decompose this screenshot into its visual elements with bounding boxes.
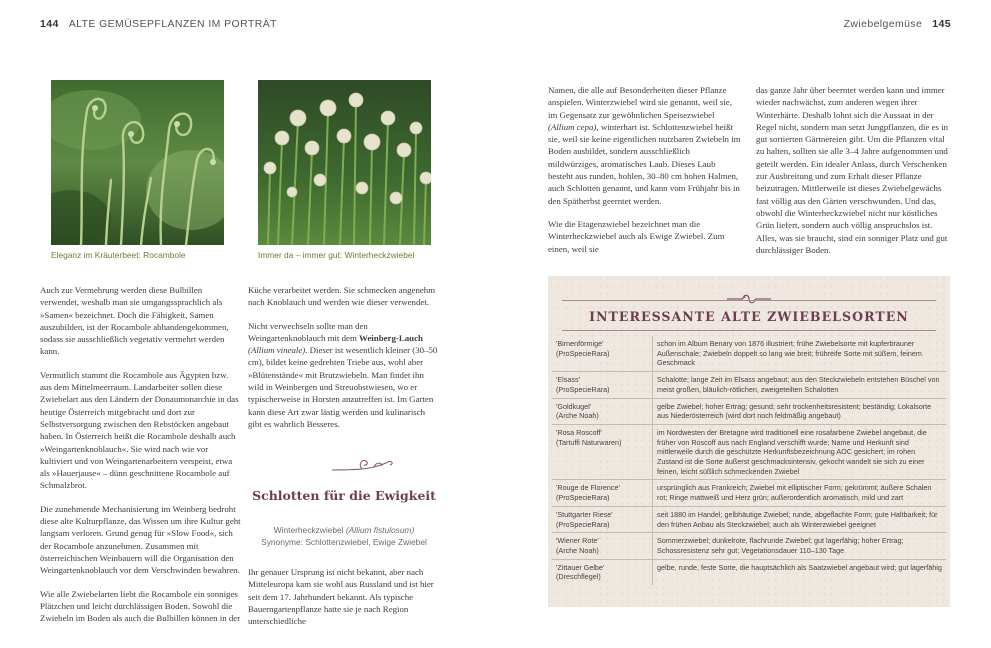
paragraph: [248, 320, 440, 431]
divider: [562, 330, 936, 331]
variety-source: (Dreschflegel): [556, 572, 601, 582]
paragraph: Vermutlich stammt die Rocambole aus Ägypten bzw. aus dem Mittelmeerraum. Landarbeiter sollen diese Zwiebelart aus den Ländern der Donaumonarchie in das heutige Österreich mitgebracht und dort zur Selbstversorgung zwischen den Rebstöcken angebaut haben. In Österreich heißt die Rocambole deshalb auch »Weingartenknoblauch«. Sie wird nach wie vor kultiviert und von Weingartenarbeitern verspeist, etwa als »Hauerjause« – dünn geschnittene Rocambole auf Schmalzbrot.: [40, 369, 239, 491]
variety-source: (ProSpecieRara): [556, 384, 610, 394]
italic-term: (Allium vineale): [248, 345, 306, 356]
variety-name-cell: [552, 398, 653, 424]
page-number-right: 145: [932, 18, 951, 30]
italic-term: (Allium cepa): [548, 121, 597, 132]
winterheckzwiebel-illustration: [258, 80, 431, 245]
paragraph: Die zunehmende Mechanisierung im Weinberg bedroht diese alte Kulturpflanze, das Wissen um ihre Kultur geht langsam verloren. Grund genug für »Slow Food«, sich der Rocambole anzunehmen. Zusammen mit österreichischen Weinbauern will die Organisation den Weingartenknoblauch vor dem Verschwinden bewahren.: [40, 503, 241, 576]
variety-name: 'Stuttgarter Riese': [556, 509, 613, 519]
variety-name: 'Elsass': [556, 375, 580, 385]
synonyms-line: Synonyme: Schlottenzwiebel, Ewige Zwiebel: [261, 537, 427, 547]
running-header-left: [40, 18, 277, 30]
table-row: [552, 398, 946, 424]
table-row: [552, 559, 946, 585]
variety-description: gelbe Zwiebel; hoher Ertrag; gesund; sehr trockenheitsresistent; beständig; Lokalsorte aus Niederösterreich (wird dort noch feldmäßig angebaut): [653, 398, 947, 424]
variety-name: 'Zittauer Gelbe': [556, 562, 605, 572]
variety-name: 'Wiener Rote': [556, 536, 599, 546]
variety-source: (ProSpecieRara): [556, 519, 610, 529]
text-run: Namen, die alle auf Besonderheiten dieser Pflanze anspielen. Winterzwiebel wird sie genannt, weil sie, im Gegensatz zur gewöhnlichen Speisezwiebel: [548, 85, 732, 120]
variety-name-cell: [552, 372, 653, 398]
italic-term: (Allium fistulosum): [345, 525, 415, 535]
text-run: Nicht verwechseln sollte man den Weingartenknoblauch mit dem: [248, 320, 368, 343]
variety-description: seit 1880 im Handel; gelbhäutige Zwiebel; runde, abgeflachte Form; gute Haltbarkeit; für den frühen Anbau als Steckzwiebel; auch als Winterzwiebel geeignet: [653, 506, 947, 532]
table-row: [552, 424, 946, 480]
variety-description: schon im Album Benary von 1876 illustriert; frühe Zwiebelsorte mit kupferbrauner Außenschale; Zwiebeln doppelt so lang wie breit; frühreife Sorte mit süßem, feinem Geschmack: [653, 336, 947, 372]
paragraph: Wie die Etagenzwiebel bezeichnet man die Winterheckzwiebel auch als Ewige Zwiebel. Zum einen, weil sie: [548, 218, 725, 254]
paragraph: Wie alle Zwiebelarten liebt die Rocambole ein sonniges Plätzchen und leicht durchlässigen Boden. Sowohl die Zwiebeln im Boden als auch die Bulbillen können in der: [40, 588, 241, 624]
running-header-right: [844, 18, 951, 30]
variety-name-cell: [552, 480, 653, 506]
table-row: [552, 480, 946, 506]
page-number-left: 144: [40, 18, 59, 30]
variety-name: 'Rouge de Florence': [556, 483, 620, 493]
ornament-icon: [725, 292, 773, 306]
variety-source: (Arche Noah): [556, 545, 599, 555]
variety-source: (Arche Noah): [556, 411, 599, 421]
variety-description: Sommerzwiebel; dunkelrote, flachrunde Zwiebel; gut lagerfähig; hoher Ertrag; Schossresistenz sehr gut; Vegetationsdauer 110–130 Tage: [653, 533, 947, 559]
photo-rocambole: [51, 80, 224, 245]
text-run: Winterheckzwiebel: [273, 525, 346, 535]
variety-name-cell: [552, 424, 653, 480]
text-column-1: [40, 284, 242, 635]
text-run: . Dieser ist wesentlich kleiner (30–50 cm), bildet keine gedrehten Triebe aus, wohl aber »Blütenstände« mit Brutzwiebeln. Man findet ihn wild in Weinbergen und Streuobstwiesen, wo er typischerweise in Horsten anzutreffen ist. Im Garten kann diese Art zwar lästig werden und kulinarisch gibt es wahrlich Besseres.: [248, 345, 438, 429]
variety-name-cell: [552, 336, 653, 372]
subsection-info: [248, 524, 440, 548]
variety-source: (Tartuffi Naturwaren): [556, 437, 622, 447]
section-title: Zwiebelgemüse: [843, 18, 923, 30]
botanical-name-line: [248, 524, 440, 536]
box-title: INTERESSANTE ALTE ZWIEBELSORTEN: [589, 309, 909, 324]
bold-term: Weinberg-Lauch: [359, 332, 423, 343]
text-column-2: [248, 284, 440, 441]
paragraph: [548, 84, 742, 207]
variety-source: (ProSpecieRara): [556, 348, 610, 358]
varieties-box: [548, 276, 950, 607]
variety-name-cell: [552, 506, 653, 532]
rocambole-illustration: [51, 80, 224, 245]
table-row: [552, 372, 946, 398]
variety-name-cell: [552, 533, 653, 559]
variety-description: gelbe, runde, feste Sorte, die hauptsächlich als Saatzwiebel angebaut wird; gut lagerfähig: [657, 562, 942, 572]
table-row: [552, 533, 946, 559]
photo-caption-rocambole: Eleganz im Kräuterbeet: Rocambole: [51, 250, 186, 260]
text-run: , winterhart ist. Schlottenzwiebel heißt sie, weil sie keine eigentlichen nutzbaren Zwiebeln im Boden ausbildet, sondern ausschließlich mildwürziges, aromatisches Laub. Dieses Laub besteht aus runden, hohlen, 30–80 cm hohen Halmen, auch Schlotten genannt, und kann vom Frühjahr bis in den Spätherbst geerntet werden.: [548, 121, 741, 206]
photo-caption-winterheckzwiebel: Immer da – immer gut: Winterheckzwiebel: [258, 250, 415, 260]
divider: [562, 300, 936, 301]
variety-source: (ProSpecieRara): [556, 493, 610, 503]
variety-name: 'Birnenförmige': [556, 339, 604, 348]
photo-winterheckzwiebel: [258, 80, 431, 245]
paragraph: Ihr genauer Ursprung ist nicht bekannt, aber nach Mitteleuropa kam sie wohl aus Russland und ist hier seit dem 17. Jahrhundert bekannt. Als typische Bauerngartenpflanze hatte sie je nach Region unterschiedliche: [248, 567, 434, 627]
variety-description: Schalotte; lange Zeit im Elsass angebaut; aus den Steckzwiebeln entstehen Büschel von meist großen, bläulich-rötlichen, zweigeteilten Schalotten: [653, 372, 947, 398]
table-row: [552, 506, 946, 532]
text-column-2-bottom: [248, 566, 440, 638]
chapter-title: ALTE GEMÜSEPFLANZEN IM PORTRÄT: [68, 18, 277, 30]
table-row: [552, 336, 946, 372]
ornament-icon: [328, 456, 398, 476]
paragraph: Auch zur Vermehrung werden diese Bulbillen verwendet, weshalb man sie umgangssprachlich als »Samen« bezeichnet. Doch die Fähigkeit, Samen auszubilden, ist der Rocambole abhandengekommen, sodass sie ausschließlich vegetativ vermehrt werden kann.: [40, 285, 229, 357]
variety-description: im Nordwesten der Bretagne wird traditionell eine rosafarbene Zwiebel angebaut, die früher von Roscoff aus nach England verschifft wurde; Name und Herkunft sind mittlerweile durch die geschützte Herkunftsbezeichnung AOC gesichert; im rohen Zustand ist die Sorte äußerst geschmacksintensiv, gekocht wandelt sie sich zu einer feinen, leicht süßlich schmeckenden Zwiebel: [653, 424, 947, 480]
subsection-heading: Schlotten für die Ewigkeit: [252, 488, 436, 503]
paragraph: Küche verarbeitet werden. Sie schmecken angenehm nach Knoblauch und werden wie dieser verwendet.: [248, 285, 436, 308]
text-column-4: [756, 84, 950, 267]
variety-name: 'Rosa Roscoff': [556, 427, 602, 437]
variety-name: 'Goldkugel': [556, 401, 592, 411]
variety-name-cell: [552, 559, 653, 585]
variety-description: ursprünglich aus Frankreich; Zwiebel mit elliptischer Form; gekrümmt; äußere Schalen rot; Ringe mattweiß und Herz grün; außerordentlich aromatisch, mild und zart: [653, 480, 947, 506]
varieties-table: [552, 336, 946, 585]
text-column-3: [548, 84, 742, 266]
paragraph: das ganze Jahr über beerntet werden kann und immer wieder nachwächst, zum anderen wegen ihrer Winterhärte. Deshalb lohnt sich die Aussaat in der Regel nicht, sondern man setzt Jungpflanzen, die es in gut sortierten Gärtnereien gibt. Um die Pflanzen vital zu halten, sollten sie alle 3–4 Jahre aufgenommen und geteilt werden. Ein idealer Anlass, durch Verschenken zur Ausbreitung und zum Erhalt dieser Pflanze beizutragen. Mittlerweile ist dieses Zwiebelgewächs fast völlig aus den Gärten verschwunden. Und das, obwohl die Winterheckzwiebel nicht nur köstliches Grün liefert, sondern auch völlig anspruchslos ist. Alles, was sie braucht, sind ein sonniger Platz und gut durchlässiger Boden.: [756, 85, 949, 255]
